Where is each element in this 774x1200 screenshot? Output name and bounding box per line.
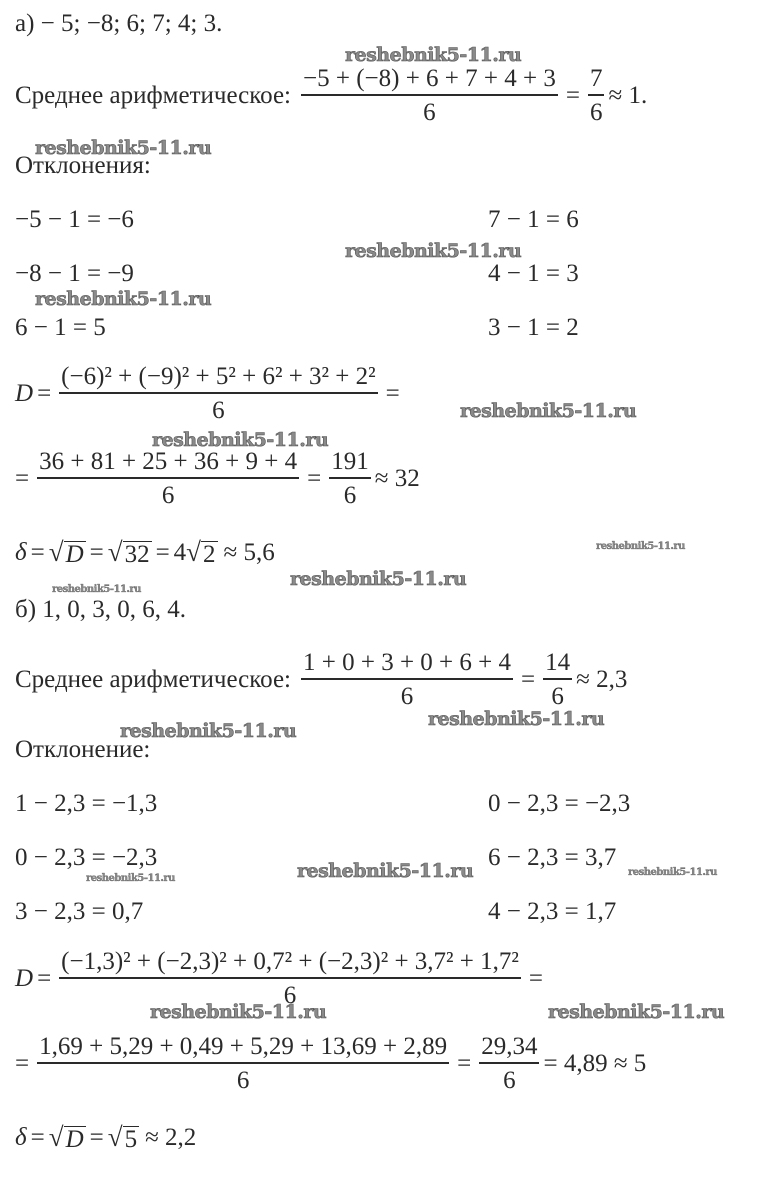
deviation-b-right-2 <box>488 844 616 872</box>
mean-label: Среднее арифметическое: <box>15 666 291 693</box>
sqrt-icon: √ <box>186 537 201 567</box>
heading-text: б) 1, 0, 3, 0, 6, 4. <box>15 596 187 623</box>
watermark: reshebnik5-11.ru <box>52 584 141 595</box>
sqrt-D <box>49 1122 86 1153</box>
watermark: reshebnik5-11.ru <box>297 860 474 882</box>
mean-fraction <box>301 650 513 710</box>
part-a-std-dev <box>15 537 275 568</box>
radicand: 32 <box>124 541 150 568</box>
std-dev-result: ≈ 2,2 <box>145 1123 197 1151</box>
deviation-text: 4 − 2,3 = 1,7 <box>488 898 617 925</box>
mean-approx: ≈ 2,3 <box>576 666 628 693</box>
equals: = <box>385 380 400 407</box>
sqrt-icon: √ <box>48 1122 64 1152</box>
watermark: reshebnik5-11.ru <box>345 44 522 66</box>
numerator: 29,34 <box>481 1033 538 1060</box>
equals: = <box>89 538 104 566</box>
watermark: reshebnik5-11.ru <box>120 720 297 742</box>
denominator: 6 <box>551 683 564 710</box>
equals: = <box>521 666 536 693</box>
deviation-a-right-3 <box>488 314 579 342</box>
variance-sum-fraction <box>37 449 299 509</box>
numerator: 1,69 + 5,29 + 0,49 + 5,29 + 13,69 + 2,89 <box>39 1033 448 1060</box>
variance-result-fraction <box>329 449 371 509</box>
deviation-text: 3 − 1 = 2 <box>488 314 579 341</box>
variance-symbol: D <box>15 965 34 992</box>
deviation-a-left-1 <box>15 206 134 234</box>
watermark: reshebnik5-11.ru <box>345 240 522 262</box>
numerator: 1 + 0 + 3 + 0 + 6 + 4 <box>303 649 511 676</box>
numerator: 7 <box>589 65 603 92</box>
variance-result: = 4,89 ≈ 5 <box>543 1050 647 1077</box>
sqrt-32 <box>108 537 152 568</box>
watermark: reshebnik5-11.ru <box>150 1001 327 1023</box>
deviation-a-right-1 <box>488 206 579 234</box>
equals: = <box>565 82 580 109</box>
numerator: (−1,3)² + (−2,3)² + 0,7² + (−2,3)² + 3,7² + 1,7² <box>61 948 519 975</box>
sqrt-2 <box>186 537 217 568</box>
watermark: reshebnik5-11.ru <box>460 400 637 422</box>
mean-result-fraction <box>543 650 572 710</box>
equals: = <box>30 538 45 566</box>
radicand: 2 <box>203 541 216 568</box>
mean-approx: ≈ 1. <box>608 82 648 109</box>
denominator: 6 <box>212 397 225 424</box>
deviation-text: 0 − 2,3 = −2,3 <box>488 790 631 817</box>
label-text: Отклонение: <box>15 736 151 763</box>
deviation-text: 6 − 2,3 = 3,7 <box>488 844 617 871</box>
numerator: (−6)² + (−9)² + 5² + 6² + 3² + 2² <box>61 363 376 390</box>
deviation-a-left-3 <box>15 314 106 342</box>
part-b-mean-formula <box>15 650 627 710</box>
watermark: reshebnik5-11.ru <box>428 708 605 730</box>
part-b-variance-calc <box>15 1034 646 1094</box>
equals: = <box>37 380 52 407</box>
sqrt-icon: √ <box>107 537 123 567</box>
coefficient: 4 <box>173 538 187 566</box>
part-a-heading <box>15 10 222 38</box>
equals: = <box>15 1050 30 1077</box>
delta-symbol: δ <box>15 538 27 566</box>
deviation-text: 4 − 1 = 3 <box>488 260 579 287</box>
watermark: reshebnik5-11.ru <box>596 541 685 552</box>
deviation-text: 1 − 2,3 = −1,3 <box>15 790 158 817</box>
watermark: reshebnik5-11.ru <box>290 568 467 590</box>
part-a-variance-calc <box>15 449 420 509</box>
deviation-text: 0 − 2,3 = −2,3 <box>15 844 158 871</box>
deviation-text: −5 − 1 = −6 <box>15 206 134 233</box>
variance-fraction <box>59 364 377 424</box>
equals: = <box>15 465 30 492</box>
part-b-std-dev <box>15 1122 196 1153</box>
denominator: 6 <box>283 982 297 1009</box>
numerator: 36 + 81 + 25 + 36 + 9 + 4 <box>39 448 298 475</box>
deviation-b-left-1 <box>15 790 157 818</box>
deviation-b-left-2 <box>15 844 157 872</box>
numerator: 14 <box>545 649 571 676</box>
mean-label: Среднее арифметическое: <box>15 82 291 109</box>
variance-fraction <box>59 949 521 1009</box>
delta-symbol: δ <box>15 1123 27 1151</box>
deviation-a-left-2 <box>15 260 134 288</box>
sqrt-D <box>49 537 86 568</box>
part-a-mean-formula <box>15 66 647 126</box>
equals: = <box>30 1123 45 1151</box>
deviation-text: 6 − 1 = 5 <box>15 314 106 341</box>
equals: = <box>307 465 322 492</box>
variance-result-fraction <box>479 1034 539 1094</box>
watermark: reshebnik5-11.ru <box>548 1001 725 1023</box>
part-b-variance-formula <box>15 949 547 1009</box>
mean-result-fraction <box>588 66 605 126</box>
deviation-text: 3 − 2,3 = 0,7 <box>15 898 144 925</box>
equals: = <box>528 965 543 992</box>
deviation-b-left-3 <box>15 898 143 926</box>
watermark: reshebnik5-11.ru <box>35 137 212 159</box>
denominator: 6 <box>400 683 414 710</box>
denominator: 6 <box>503 1067 516 1094</box>
deviation-text: 7 − 1 = 6 <box>488 206 579 233</box>
deviation-a-right-2 <box>488 260 579 288</box>
std-dev-result: ≈ 5,6 <box>223 538 275 566</box>
watermark: reshebnik5-11.ru <box>35 288 212 310</box>
deviation-text: −8 − 1 = −9 <box>15 260 134 287</box>
watermark: reshebnik5-11.ru <box>86 873 175 884</box>
mean-fraction <box>301 66 558 126</box>
denominator: 6 <box>423 99 436 126</box>
deviation-b-right-3 <box>488 898 616 926</box>
watermark: reshebnik5-11.ru <box>628 867 717 878</box>
equals: = <box>155 538 170 566</box>
equals: = <box>457 1050 472 1077</box>
label-text: Отклонения: <box>15 152 151 179</box>
sqrt-icon: √ <box>107 1122 123 1152</box>
denominator: 6 <box>589 99 603 126</box>
variance-symbol: D <box>15 380 34 407</box>
denominator: 6 <box>343 482 357 509</box>
equals: = <box>37 965 52 992</box>
radicand: 5 <box>124 1126 138 1153</box>
heading-text: а) − 5; −8; 6; 7; 4; 3. <box>15 10 223 37</box>
watermark: reshebnik5-11.ru <box>152 429 329 451</box>
part-b-heading <box>15 596 186 624</box>
sqrt-5 <box>108 1122 139 1153</box>
radicand: D <box>65 1126 84 1153</box>
denominator: 6 <box>161 482 175 509</box>
sqrt-icon: √ <box>48 537 64 567</box>
radicand: D <box>65 541 84 568</box>
denominator: 6 <box>236 1067 250 1094</box>
part-a-variance-formula <box>15 364 404 424</box>
numerator: −5 + (−8) + 6 + 7 + 4 + 3 <box>303 65 556 92</box>
variance-approx: ≈ 32 <box>374 465 420 492</box>
equals: = <box>89 1123 104 1151</box>
numerator: 191 <box>331 448 369 475</box>
variance-sum-fraction <box>37 1034 449 1094</box>
deviation-b-right-1 <box>488 790 630 818</box>
